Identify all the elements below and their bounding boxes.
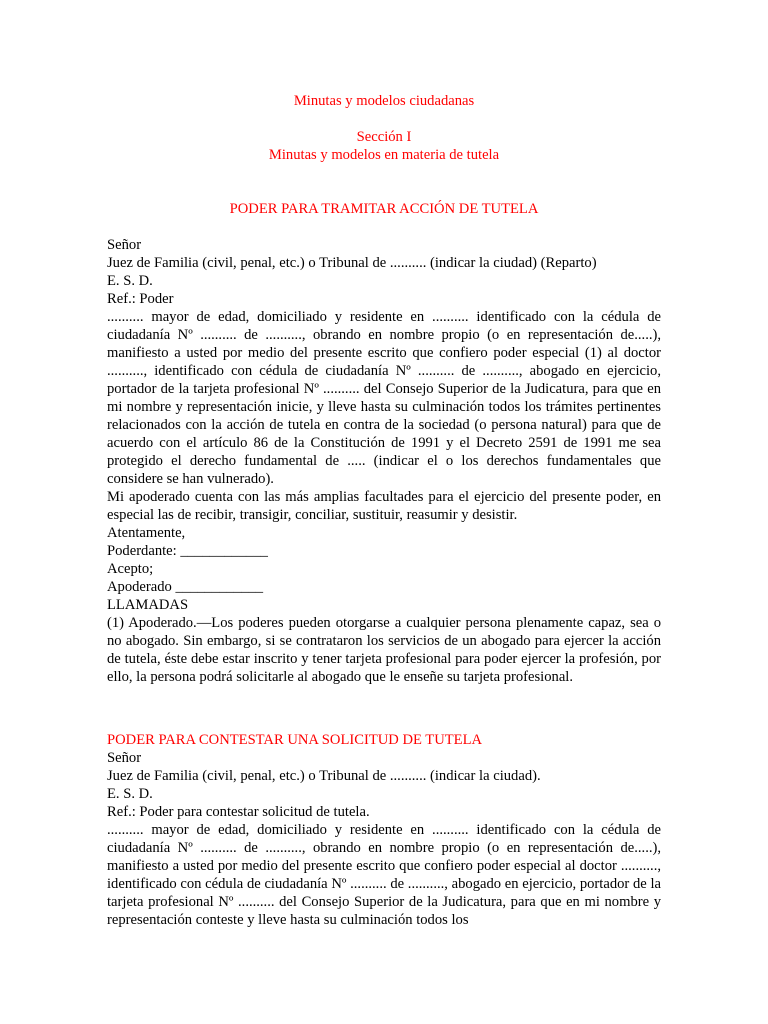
doc1-note-1: (1) Apoderado.—Los poderes pueden otorgarse a cualquier persona plenamente capaz, sea o no abogado. Sin embargo, si se contrataron los servicios de un abogado para ejercer la acción de tutela, éste debe estar inscrito y tener tarjeta profesional para poder ejercer la profesión, por ello, la persona podrá solicitarle al abogado que le enseñe su tarjeta profesional. bbox=[107, 615, 661, 685]
spacer bbox=[107, 110, 661, 128]
doc1-addressee: Juez de Familia (civil, penal, etc.) o Tribunal de .......... (indicar la ciudad) (Reparto) bbox=[107, 255, 597, 271]
document-title: Minutas y modelos ciudadanas bbox=[293, 93, 475, 109]
doc1-accept: Acepto; bbox=[107, 561, 154, 577]
doc1-heading: PODER PARA TRAMITAR ACCIÓN DE TUTELA bbox=[229, 201, 539, 217]
doc2-ref: Ref.: Poder para contestar solicitud de tutela. bbox=[107, 804, 370, 820]
doc2-esd: E. S. D. bbox=[107, 786, 153, 802]
doc2-body-paragraph: .......... mayor de edad, domiciliado y residente en .......... identificado con la cédula de ciudadanía Nº .......... de .........., obrando en nombre propio (o en representación de.....), manifiesto a usted por medio del presente escrito que confiero poder especial al doctor .........., identificado con cédula de ciudadanía Nº .......... de .........., abogado en ejercicio, portador de la tarjeta profesional Nº .......... del Consejo Superior de la Judicatura, para que en mi nombre y representación conteste y lleve hasta su culminación todos los bbox=[107, 822, 661, 928]
doc1-notes-heading: LLAMADAS bbox=[107, 597, 189, 613]
doc1-body-paragraph: .......... mayor de edad, domiciliado y residente en .......... identificado con la cédula de ciudadanía Nº .......... de .........., obrando en nombre propio (o en representación de.....), manifiesto a usted por medio del presente escrito que confiero poder especial (1) al doctor .........., identificado con cédula de ciudadanía Nº .......... de .........., abogado en ejercicio, portador de la tarjeta profesional Nº .......... del Consejo Superior de la Judicatura, para que en mi nombre y representación inicie, y lleve hasta su culminación todos los trámites pertinentes relacionados con la acción de tutela en contra de la sociedad (o persona natural) para que de acuerdo con el artículo 86 de la Constitución de 1991 y el Decreto 2591 de 1991 me sea protegido el derecho fundamental de ..... (indicar el o los derechos fundamentales que considere se han vulnerado). bbox=[107, 309, 661, 487]
doc1-closing: Atentamente, bbox=[107, 525, 186, 541]
spacer bbox=[107, 713, 661, 731]
doc1-salutation: Señor bbox=[107, 237, 142, 253]
section-subtitle: Minutas y modelos en materia de tutela bbox=[268, 147, 500, 163]
spacer bbox=[107, 686, 661, 713]
spacer bbox=[107, 164, 661, 200]
doc1-esd: E. S. D. bbox=[107, 273, 153, 289]
doc2-salutation: Señor bbox=[107, 750, 142, 766]
doc1-powers-paragraph: Mi apoderado cuenta con las más amplias facultades para el ejercicio del presente poder, en especial las de recibir, transigir, conciliar, sustituir, reasumir y desistir. bbox=[107, 489, 661, 523]
section-label: Sección I bbox=[356, 129, 412, 145]
doc1-grantor-signature: Poderdante: ____________ bbox=[107, 543, 268, 559]
doc2-heading: PODER PARA CONTESTAR UNA SOLICITUD DE TUTELA bbox=[107, 732, 483, 748]
doc2-addressee: Juez de Familia (civil, penal, etc.) o Tribunal de .......... (indicar la ciudad). bbox=[107, 768, 541, 784]
spacer bbox=[107, 218, 661, 236]
document-page bbox=[107, 92, 661, 929]
doc1-ref: Ref.: Poder bbox=[107, 291, 174, 307]
doc1-attorney-signature: Apoderado ____________ bbox=[107, 579, 264, 595]
